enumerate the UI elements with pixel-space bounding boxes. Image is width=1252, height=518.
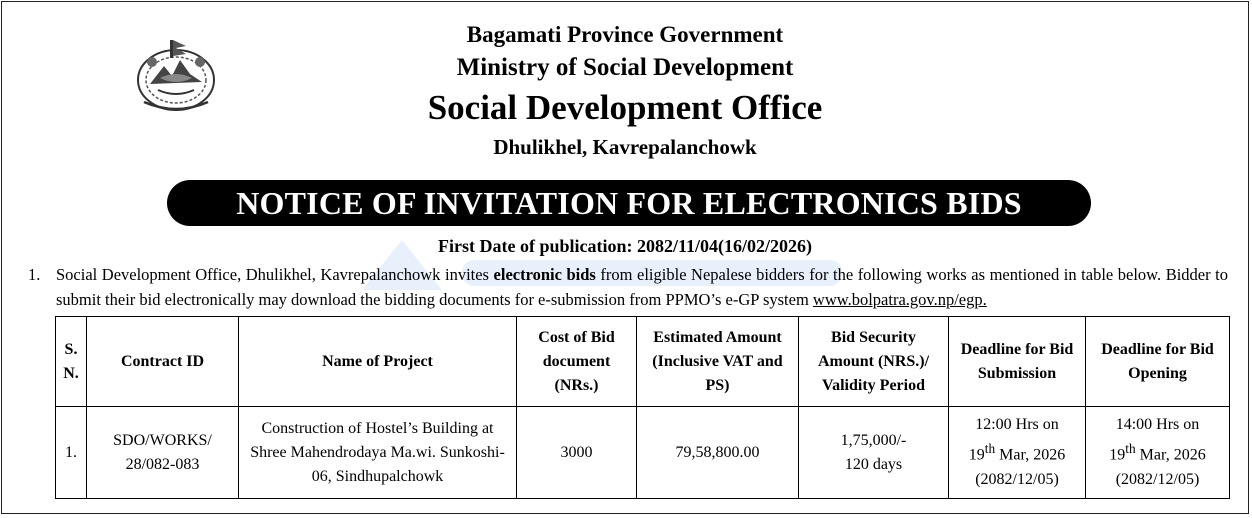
office-location: Dhulikhel, Kavrepalanchowk bbox=[493, 135, 757, 159]
submission-time: 12:00 Hrs on bbox=[975, 416, 1059, 434]
cell-contract-id: SDO/WORKS/ 28/082-083 bbox=[87, 407, 239, 499]
opening-bs-date: (2082/12/05) bbox=[1115, 470, 1200, 488]
security-validity: 120 days bbox=[844, 455, 903, 473]
paragraph-number: 1. bbox=[28, 265, 41, 284]
province-name: Bagamati Province Government bbox=[466, 22, 784, 47]
bid-table bbox=[55, 316, 1230, 499]
table-row bbox=[56, 407, 1230, 499]
cell-submission bbox=[949, 407, 1086, 499]
header-opening: Deadline for Bid Opening bbox=[1086, 317, 1230, 407]
publication-date: First Date of publication: 2082/11/04(16/02/2026) bbox=[438, 236, 812, 256]
office-name: Social Development Office bbox=[427, 88, 823, 127]
submission-day-suffix: th bbox=[984, 441, 996, 457]
opening-day: 19 bbox=[1109, 446, 1126, 464]
header-cost: Cost of Bid document (NRs.) bbox=[517, 317, 637, 407]
header-submission: Deadline for Bid Submission bbox=[949, 317, 1086, 407]
notice-page bbox=[1, 1, 1249, 514]
cell-sn: 1. bbox=[56, 407, 87, 499]
opening-day-suffix: th bbox=[1125, 441, 1136, 457]
notice-title-banner: NOTICE OF INVITATION FOR ELECTRONICS BIDS bbox=[167, 180, 1091, 226]
submission-bs-date: (2082/12/05) bbox=[975, 470, 1059, 488]
submission-date: Mar, 2026 bbox=[995, 446, 1066, 464]
table-header-row bbox=[56, 317, 1230, 407]
ministry-name: Ministry of Social Development bbox=[456, 54, 794, 81]
opening-date-line bbox=[1090, 437, 1225, 467]
header-contract-id: Contract ID bbox=[87, 317, 239, 407]
invitation-paragraph bbox=[28, 262, 1228, 312]
header-security: Bid Security Amount (NRS.)/ Validity Period bbox=[799, 317, 949, 407]
opening-time: 14:00 Hrs on bbox=[1115, 416, 1200, 434]
security-amount: 1,75,000/- bbox=[840, 431, 907, 449]
submission-date-line bbox=[953, 437, 1081, 467]
egp-link[interactable]: www.bolpatra.gov.np/egp. bbox=[812, 290, 987, 309]
cell-project: Construction of Hostel’s Building at Shree Mahendrodaya Ma.wi. Sunkoshi-06, Sindhupalchowk bbox=[239, 407, 517, 499]
office-header bbox=[2, 20, 1248, 164]
paragraph-text-bold: electronic bids bbox=[493, 265, 596, 284]
cell-opening bbox=[1086, 407, 1230, 499]
opening-date: Mar, 2026 bbox=[1135, 446, 1206, 464]
header-project: Name of Project bbox=[239, 317, 517, 407]
cell-estimate: 79,58,800.00 bbox=[637, 407, 799, 499]
submission-day: 19 bbox=[968, 446, 985, 464]
paragraph-text bbox=[56, 262, 1228, 312]
paragraph-text-start: Social Development Office, Dhulikhel, Kavrepalanchowk invites bbox=[56, 265, 494, 284]
header-sn: S. N. bbox=[56, 317, 87, 407]
paragraph-text-end: from eligible Nepalese bidders for the following works as mentioned in table below. Bidder to submit their bid electronically may download the bidding documents for e-submission from PPMO’s e-GP system bbox=[56, 265, 1228, 309]
header-estimate: Estimated Amount (Inclusive VAT and PS) bbox=[637, 317, 799, 407]
cell-cost: 3000 bbox=[517, 407, 637, 499]
cell-security bbox=[799, 407, 949, 499]
